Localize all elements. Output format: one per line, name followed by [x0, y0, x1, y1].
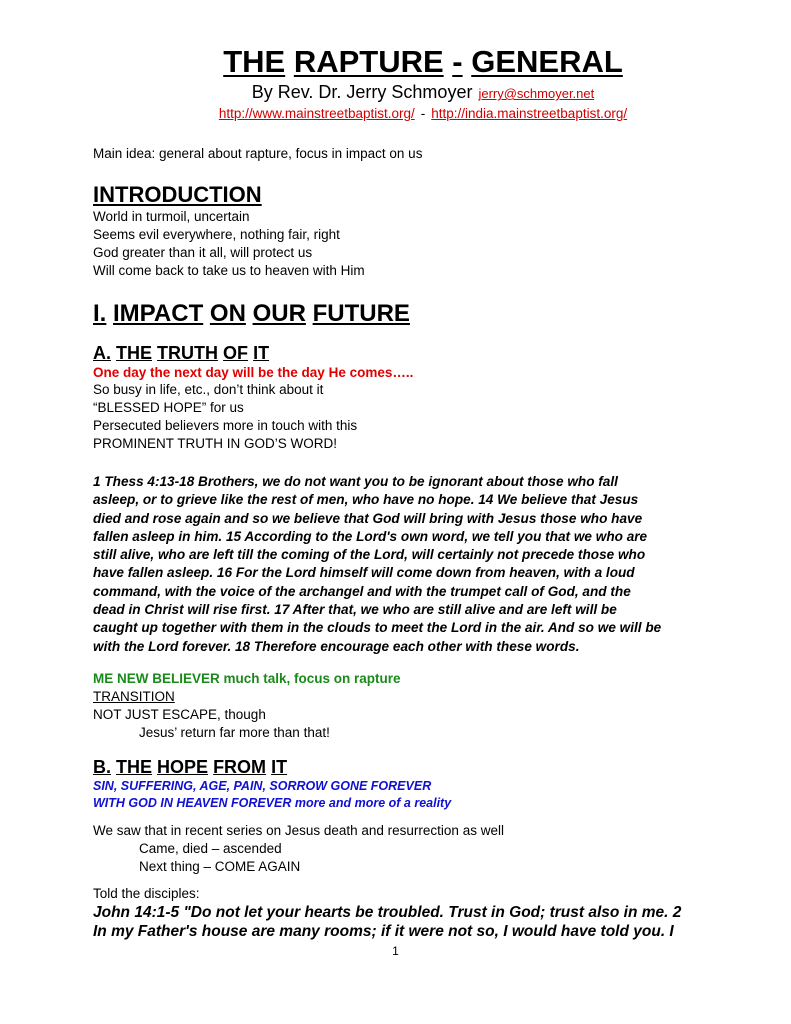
title-word: -	[452, 44, 463, 79]
highlight-blue-line-2	[93, 795, 753, 812]
scripture-line: died and rose again and so we believe that God will bring with Jesus those who have	[93, 510, 643, 526]
intro-line: Will come back to take us to heaven with Him	[93, 263, 365, 278]
title-word: GENERAL	[471, 44, 623, 79]
heading-word: TRUTH	[157, 343, 219, 363]
website-links	[93, 105, 753, 123]
scripture-line: fallen asleep in him. 15 According to the Lord's own word, we tell you that we who are	[93, 528, 648, 544]
scripture-line: with the Lord forever. 18 Therefore encourage each other with these words.	[93, 638, 580, 654]
heading-word: IT	[253, 343, 270, 363]
heading-word: THE	[116, 343, 153, 363]
heading-word: ON	[209, 300, 246, 327]
heading-word: IT	[271, 756, 288, 777]
author-name: By Rev. Dr. Jerry Schmoyer	[251, 82, 473, 102]
introduction-heading: INTRODUCTION	[93, 182, 262, 207]
body-line: So busy in life, etc., don’t think about it	[93, 382, 324, 397]
link-separator: -	[420, 106, 426, 121]
page-number: 1	[392, 944, 399, 958]
scripture-line: dead in Christ will rise first. 17 After that, we who are still alive and are left will be	[93, 602, 617, 618]
heading-word: B.	[93, 756, 111, 777]
highlight-green-line: ME NEW BELIEVER much talk, focus on rapture	[93, 670, 401, 686]
heading-word: OF	[223, 343, 249, 363]
highlight-blue-line: SIN, SUFFERING, AGE, PAIN, SORROW GONE FOREVER	[93, 778, 432, 793]
body-line: “BLESSED HOPE” for us	[93, 400, 244, 415]
blue-strong-text: WITH GOD IN HEAVEN FOREVER	[93, 795, 292, 810]
highlight-red-line: One day the next day will be the day He comes…..	[93, 365, 414, 380]
body-line: We saw that in recent series on Jesus death and resurrection as well	[93, 822, 504, 838]
heading-word: FUTURE	[312, 300, 410, 327]
body-line: Told the disciples:	[93, 885, 200, 901]
scripture-line: In my Father's house are many rooms; if it were not so, I would have told you. I	[93, 922, 674, 940]
heading-word: I.	[93, 300, 107, 327]
document-page	[93, 44, 753, 941]
document-title	[93, 44, 753, 80]
heading-word: THE	[116, 756, 153, 777]
body-line: PROMINENT TRUTH IN GOD’S WORD!	[93, 436, 338, 451]
heading-word: IMPACT	[113, 300, 204, 327]
title-word: THE	[223, 44, 286, 79]
heading-word: FROM	[213, 756, 267, 777]
body-line: Persecuted believers more in touch with this	[93, 418, 358, 433]
subsection-a-heading	[93, 342, 753, 364]
scripture-john	[93, 903, 753, 941]
body-line: NOT JUST ESCAPE, though	[93, 706, 266, 722]
scripture-line: John 14:1-5 "Do not let your hearts be troubled. Trust in God; trust also in me. 2	[93, 903, 682, 921]
author-byline	[93, 81, 753, 105]
intro-line: World in turmoil, uncertain	[93, 209, 250, 224]
intro-line: Seems evil everywhere, nothing fair, right	[93, 227, 340, 242]
subsection-b-heading	[93, 756, 753, 778]
indented-line: Jesus’ return far more than that!	[139, 724, 330, 740]
section-1-heading	[93, 300, 753, 328]
scripture-line: caught up together with them in the clouds to meet the Lord in the air. And so we will be	[93, 620, 662, 636]
heading-word: HOPE	[157, 756, 209, 777]
indented-line: Next thing – COME AGAIN	[139, 858, 301, 874]
transition-label: TRANSITION	[93, 688, 175, 704]
title-word: RAPTURE	[293, 44, 444, 79]
website-link-main[interactable]: http://www.mainstreetbaptist.org/	[218, 106, 415, 121]
scripture-line: still alive, who are left till the coming of the Lord, will certainly not precede those who	[93, 547, 646, 563]
email-link[interactable]: jerry@schmoyer.net	[478, 86, 595, 101]
indented-line: Came, died – ascended	[139, 840, 282, 856]
scripture-1-thess	[93, 473, 753, 656]
website-link-india[interactable]: http://india.mainstreetbaptist.org/	[431, 106, 628, 121]
scripture-line: asleep, or to grieve like the rest of men, who have no hope. 14 We believe that Jesus	[93, 492, 639, 508]
main-idea: Main idea: general about rapture, focus in impact on us	[93, 146, 423, 161]
scripture-line: have fallen asleep. 16 For the Lord himself will come down from heaven, with a loud	[93, 565, 635, 581]
scripture-line: 1 Thess 4:13-18 Brothers, we do not want you to be ignorant about those who fall	[93, 474, 618, 489]
scripture-line: command, with the voice of the archangel and with the trumpet call of God, and the	[93, 583, 631, 599]
heading-word: OUR	[252, 300, 306, 327]
heading-word: A.	[93, 343, 111, 363]
intro-line: God greater than it all, will protect us	[93, 245, 313, 260]
blue-rest-text: more and more of a reality	[291, 795, 452, 810]
introduction-lines	[93, 208, 753, 280]
